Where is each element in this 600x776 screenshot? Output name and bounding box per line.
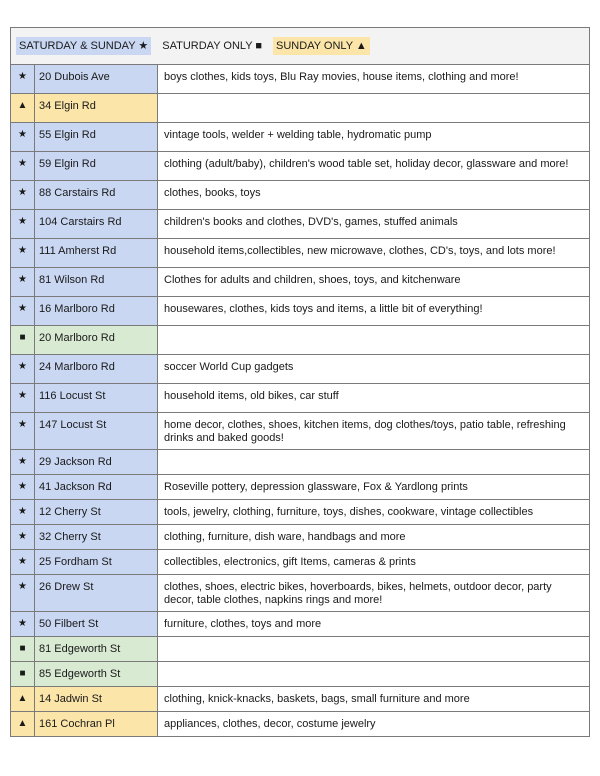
day-symbol-icon: ★	[11, 355, 35, 383]
day-symbol-icon: ▲	[11, 687, 35, 711]
day-symbol-icon: ★	[11, 384, 35, 412]
day-symbol-icon: ★	[11, 181, 35, 209]
day-symbol-icon: ▲	[11, 712, 35, 736]
yard-sale-table	[10, 27, 590, 737]
day-symbol-icon: ★	[11, 210, 35, 238]
address-cell: 26 Drew St	[35, 575, 158, 611]
items-cell: clothes, books, toys	[164, 187, 261, 199]
day-symbol-icon: ★	[11, 500, 35, 524]
address-cell: 88 Carstairs Rd	[35, 181, 158, 209]
items-cell: collectibles, electronics, gift Items, cameras & prints	[164, 556, 416, 568]
day-symbol-icon: ★	[11, 550, 35, 574]
items-cell: children's books and clothes, DVD's, games, stuffed animals	[164, 216, 458, 228]
items-cell: appliances, clothes, decor, costume jewelry	[164, 718, 376, 730]
table-row	[11, 687, 589, 712]
day-symbol-icon: ★	[11, 525, 35, 549]
items-cell: Roseville pottery, depression glassware, Fox & Yardlong prints	[164, 481, 468, 493]
address-cell: 29 Jackson Rd	[35, 450, 158, 474]
address-cell: 41 Jackson Rd	[35, 475, 158, 499]
items-cell: clothing, knick-knacks, baskets, bags, small furniture and more	[164, 693, 470, 705]
table-row	[11, 94, 589, 123]
table-row	[11, 268, 589, 297]
items-cell	[158, 450, 589, 474]
table-row	[11, 450, 589, 475]
address-cell: 16 Marlboro Rd	[35, 297, 158, 325]
address-cell: 111 Amherst Rd	[35, 239, 158, 267]
day-symbol-icon: ★	[11, 152, 35, 180]
address-cell: 55 Elgin Rd	[35, 123, 158, 151]
items-cell: clothing (adult/baby), children's wood table set, holiday decor, glassware and more!	[164, 158, 569, 170]
day-symbol-icon: ■	[11, 662, 35, 686]
items-cell: Clothes for adults and children, shoes, toys, and kitchenware	[164, 274, 461, 286]
day-symbol-icon: ★	[11, 450, 35, 474]
address-cell: 161 Cochran Pl	[35, 712, 158, 736]
address-cell: 85 Edgeworth St	[35, 662, 158, 686]
items-cell: vintage tools, welder + welding table, hydromatic pump	[164, 129, 432, 141]
table-row	[11, 123, 589, 152]
legend-both: SATURDAY & SUNDAY ★	[16, 37, 151, 55]
items-cell	[158, 326, 589, 354]
items-cell: furniture, clothes, toys and more	[164, 618, 322, 630]
items-cell: clothing, furniture, dish ware, handbags and more	[164, 531, 406, 543]
table-row	[11, 475, 589, 500]
table-row	[11, 210, 589, 239]
day-symbol-icon: ★	[11, 575, 35, 611]
table-row	[11, 181, 589, 210]
address-cell: 32 Cherry St	[35, 525, 158, 549]
day-symbol-icon: ★	[11, 268, 35, 296]
items-cell: household items,collectibles, new microwave, clothes, CD's, toys, and lots more!	[164, 245, 556, 257]
day-symbol-icon: ★	[11, 612, 35, 636]
table-row	[11, 612, 589, 637]
address-cell: 24 Marlboro Rd	[35, 355, 158, 383]
items-cell: home decor, clothes, shoes, kitchen items, dog clothes/toys, patio table, refreshing drinks and baked goods!	[164, 419, 566, 444]
address-cell: 104 Carstairs Rd	[35, 210, 158, 238]
day-symbol-icon: ■	[11, 326, 35, 354]
items-cell	[158, 94, 589, 122]
legend-row	[11, 28, 589, 65]
table-row	[11, 662, 589, 687]
legend-sunday-only: SUNDAY ONLY ▲	[273, 37, 370, 55]
address-cell: 116 Locust St	[35, 384, 158, 412]
table-row	[11, 712, 589, 736]
address-cell: 12 Cherry St	[35, 500, 158, 524]
table-row	[11, 326, 589, 355]
table-row	[11, 355, 589, 384]
address-cell: 147 Locust St	[35, 413, 158, 449]
items-cell: boys clothes, kids toys, Blu Ray movies, house items, clothing and more!	[164, 71, 519, 83]
table-row	[11, 637, 589, 662]
table-row	[11, 65, 589, 94]
day-symbol-icon: ■	[11, 637, 35, 661]
address-cell: 25 Fordham St	[35, 550, 158, 574]
table-row	[11, 500, 589, 525]
items-cell	[158, 662, 589, 686]
table-row	[11, 384, 589, 413]
address-cell: 81 Wilson Rd	[35, 268, 158, 296]
items-cell: soccer World Cup gadgets	[164, 361, 294, 373]
address-cell: 50 Filbert St	[35, 612, 158, 636]
day-symbol-icon: ★	[11, 239, 35, 267]
items-cell: housewares, clothes, kids toys and items, a little bit of everything!	[164, 303, 483, 315]
table-row	[11, 575, 589, 612]
table-row	[11, 152, 589, 181]
day-symbol-icon: ▲	[11, 94, 35, 122]
table-row	[11, 550, 589, 575]
address-cell: 20 Dubois Ave	[35, 65, 158, 93]
items-cell	[158, 637, 589, 661]
table-row	[11, 239, 589, 268]
day-symbol-icon: ★	[11, 297, 35, 325]
items-cell: tools, jewelry, clothing, furniture, toys, dishes, cookware, vintage collectibles	[164, 506, 534, 518]
table-row	[11, 413, 589, 450]
address-cell: 81 Edgeworth St	[35, 637, 158, 661]
items-cell: clothes, shoes, electric bikes, hoverboards, bikes, helmets, outdoor decor, party decor, table clothes, napkins rings and more!	[164, 581, 552, 606]
table-body	[11, 65, 589, 736]
items-cell: household items, old bikes, car stuff	[164, 390, 339, 402]
day-symbol-icon: ★	[11, 413, 35, 449]
address-cell: 20 Marlboro Rd	[35, 326, 158, 354]
table-row	[11, 297, 589, 326]
day-symbol-icon: ★	[11, 475, 35, 499]
table-row	[11, 525, 589, 550]
day-symbol-icon: ★	[11, 123, 35, 151]
address-cell: 34 Elgin Rd	[35, 94, 158, 122]
day-symbol-icon: ★	[11, 65, 35, 93]
legend-saturday-only: SATURDAY ONLY ■	[162, 40, 263, 52]
address-cell: 14 Jadwin St	[35, 687, 158, 711]
address-cell: 59 Elgin Rd	[35, 152, 158, 180]
